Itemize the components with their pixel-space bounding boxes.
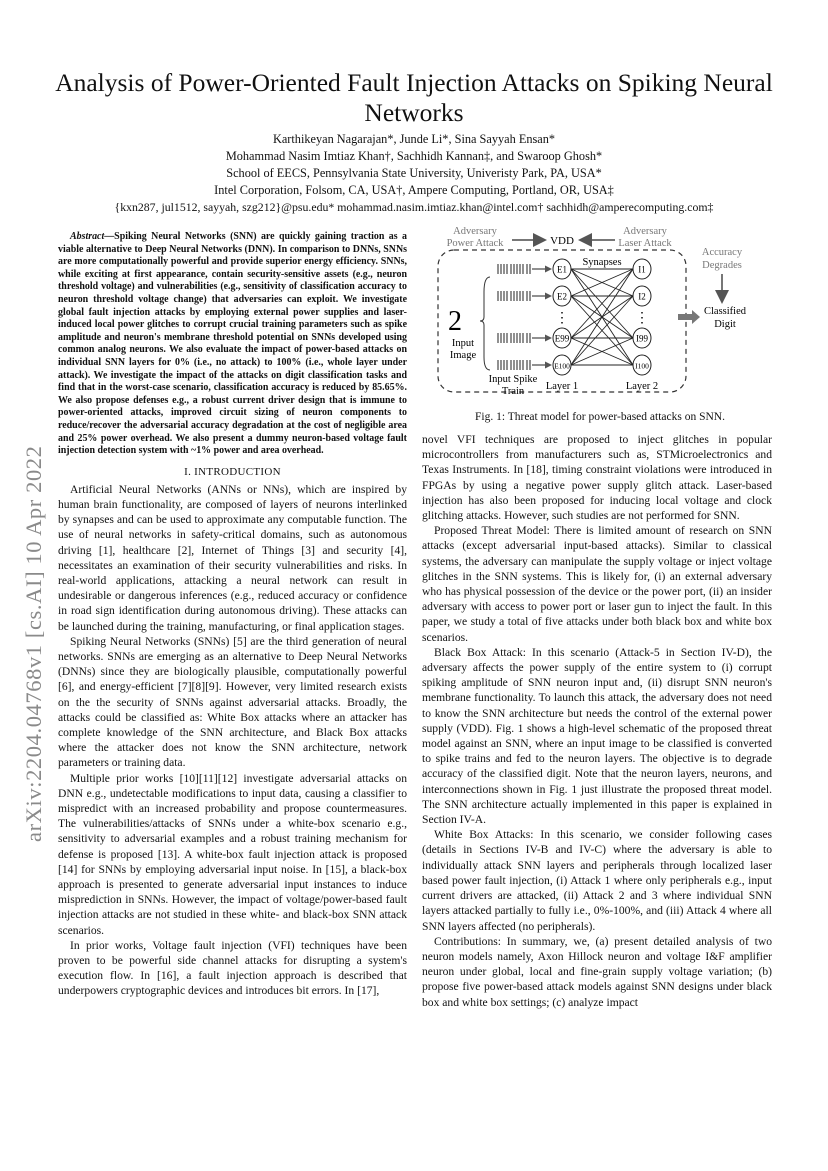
intro-paragraph-4: In prior works, Voltage fault injection (VFI) techniques have been proven to be powerful side channel attacks for disrupting a system's execution flow. In [16], a fault injection approach is described that underpowers cryptographic devices and introduces bit errors. In [17], — [58, 938, 407, 998]
accuracy-label-1: Accuracy — [701, 247, 743, 258]
spike-train — [498, 291, 551, 301]
affiliation-1: School of EECS, Pennsylvania State University, Univeristy Park, PA, USA* — [226, 166, 602, 180]
spike-train — [498, 333, 551, 343]
right-paragraph-black-box: Black Box Attack: In this scenario (Attack-5 in Section IV-D), the adversary affects the power supply of the entire system to (i) corrupt spiking amplitude of SNN neuron input and, (ii) disrupt SNN neuron's membrane functionality. To launch this attack, the adversary does not need to know the SNN architecture but needs the control of the external power supply (VDD). Fig. 1 shows a high-level schematic of the proposed threat model against an SNN, where an input image to be classified is converted to spike trains and fed to the neuron layers. The objective is to degrade accuracy of the classified digit. Note that the neuron layers, neurons, and interconnections shown in Fig. 1 just illustrate the proposed threat model. The SNN architecture actually implemented in this paper is explained in Section IV-A. — [422, 645, 772, 827]
excitatory-neuron-4-label: E100 — [554, 361, 570, 371]
excitatory-neuron-1-label: E1 — [557, 264, 567, 275]
adv-power-label-2: Power Attack — [446, 238, 504, 249]
arxiv-stamp: arXiv:2204.04768v1 [cs.AI] 10 Apr 2022 — [21, 445, 46, 842]
left-column — [58, 231, 407, 999]
right-paragraph-1: novel VFI techniques are proposed to inject glitches in popular microcontrollers from manufacturers such as, STMicroelectronics and Texas Instruments. In [18], timing constraint violations were introduced in FPGAs by using a negative power supply glitch attack. Laser-based injection has also been proposed for inducing local voltage and clock glitching attacks. However, such studies are not performed for SNN. — [422, 433, 772, 523]
inhibitory-neuron-4-label: I100 — [635, 361, 649, 371]
section-heading-introduction: I. INTRODUCTION — [184, 465, 281, 478]
figure-caption: Fig. 1: Threat model for power-based attacks on SNN. — [475, 411, 725, 423]
input-digit: 2 — [448, 306, 462, 337]
adv-laser-label-2: Laser Attack — [618, 238, 672, 249]
input-label-1: Input — [451, 338, 475, 349]
paper-title: Analysis of Power-Oriented Fault Injection Attacks on Spiking Neural Networks — [55, 68, 773, 127]
classified-label-2: Digit — [714, 319, 736, 330]
adv-power-label-1: Adversary — [453, 226, 497, 237]
inhibitory-neuron-1-label: I1 — [638, 264, 646, 275]
input-label-2: Image — [449, 350, 477, 361]
right-column — [422, 432, 772, 1010]
excitatory-neuron-3-label: E99 — [554, 333, 570, 344]
right-paragraph-threat-model: Proposed Threat Model: There is limited amount of research on SNN attacks (except adversarial input-based attacks). Similar to classical systems, the adversary can manipulate the supply voltage or inject voltage glitches in the SNN systems. This is likely for, (i) an external adversary who has physical possession of the device or the power port, (ii) an insider adversary with access to power port or laser gun to inject the fault. In this paper, we study a total of five attacks under both black box and white box scenarios. — [422, 524, 772, 644]
spike-train-label-2: Train — [501, 386, 525, 397]
spike-train — [498, 360, 551, 370]
intro-paragraph-1: Artificial Neural Networks (ANNs or NNs), which are inspired by human brain functionality, are composed of layers of neurons interlinked by synapses and can be used to approximate any computable function. The use of neural networks in safety-critical domains, such as autonomous driving [1], healthcare [2], Internet of Things [3] and security [4], necessitates an examination of their security vulnerabilities and risks. In real-world applications, attacking a neural network can result in undesirable or dangerous inferences (e.g., reduced accuracy or confidence in road sign identification during autonomous driving). These attacks can be launched during the training, manufacturing, or final application stages. — [58, 482, 407, 633]
spike-trains — [498, 264, 551, 370]
excitatory-neuron-2-label: E2 — [557, 291, 567, 302]
adv-laser-label-1: Adversary — [623, 226, 667, 237]
affiliation-2: Intel Corporation, Folsom, CA, USA†, Ampere Computing, Portland, OR, USA‡ — [214, 183, 614, 197]
inhibitory-neuron-2-label: I2 — [638, 291, 646, 302]
vdd-label: VDD — [550, 235, 574, 247]
right-paragraph-white-box: White Box Attacks: In this scenario, we consider following cases (details in Sections IV-B and IV-C) where the adversary is able to individually attack SNN layers and peripherals through localized laser based power fault injection, (i) Attack 1 where only peripherals e.g., input current drivers are attacked, (ii) Attack 2 and 3 where individual SNN layers attacked partially to fully i.e., 0%-100%, and (iii) Attack 4 where all SNN layers affected (no peripherals). — [422, 828, 772, 933]
synapses-label: Synapses — [582, 257, 622, 268]
synapse-lines — [571, 269, 633, 365]
intro-paragraph-2: Spiking Neural Networks (SNNs) [5] are the third generation of neural networks. SNNs are emerging as an alternative to Deep Neural Networks (DNNs) since they are biologically plausible, computationally powerful [6], and energy-efficient [7][8][9]. However, very limited research exists on the the security of SNNs against adversarial attacks. Broadly, the attacks could be classified as: White Box attacks where an attacker has complete knowledge of the SNN architecture, and Black Box attacks where the attacker does not know the SNN architecture, network parameters or training data. — [58, 634, 407, 770]
figure-1 — [420, 222, 780, 422]
intro-paragraph-3: Multiple prior works [10][11][12] investigate adversarial attacks on DNN e.g., undetectable modifications to input data, causing a classifier to mispredict with an increased probability and propose countermeasures. The vulnerabilities/attacks of SNNs under a white-box scenario e.g., sensitivity to adversarial examples and a robust training mechanism for defense is proposed [13]. A white-box fault injection attack is proposed [14] for SNNs by employing adversarial input noise. In [15], a black-box approach is presented to generate adversarial input instances to induce misprediction in SNNs. However, the impact of voltage/power-based fault injection attacks are not studied in these white- and black-box SNN attack scenarios. — [58, 771, 407, 937]
abstract-label: Abstract — [70, 231, 105, 242]
abstract — [58, 231, 407, 458]
threat-model-diagram — [420, 222, 780, 404]
classified-label-1: Classified — [704, 306, 746, 317]
right-paragraph-contributions: Contributions: In summary, we, (a) present detailed analysis of two neuron models namely, Axon Hillock neuron and voltage I&F amplifier neuron under global, local and fine-grain supply voltage variation; (b) propose five power-based attack models against SNN designs under black box and white box settings; (c) analyze impact — [422, 934, 772, 1009]
spike-train — [498, 264, 551, 274]
inhibitory-neuron-3-label: I99 — [636, 333, 648, 344]
layer1-dots: ⋮ — [555, 311, 569, 326]
output-arrow — [678, 310, 700, 324]
layer2-dots: ⋮ — [635, 311, 649, 326]
accuracy-label-2: Degrades — [702, 260, 742, 271]
abstract-text: —Spiking Neural Networks (SNN) are quickly gaining traction as a viable alternative to Deep Neural Networks (DNN). In comparison to DNNs, SNNs are more computationally powerful and provide superior energy efficiency. SNNs, while exciting at first appearance, contain security-sensitive assets (e.g., neuron threshold voltage) and vulnerabilities (e.g., sensitivity of classification accuracy to neuron threshold voltage change) that adversaries can exploit. We investigate global fault injection attacks by employing external power supplies and laser-induced local power glitches to corrupt crucial training parameters such as spike amplitude and neuron's membrane threshold potential on SNNs developed using common analog neurons. We also evaluate the impact of power-based attacks on individual SNN layers for 0% (i.e., no attack) to 100% (i.e., whole layer under attack). We investigate the impact of the attacks on digit classification tasks and find that in the worst-case scenario, classification accuracy is reduced by 85.65%. We also propose defenses e.g., a robust current driver design that is immune to power-oriented attacks, improved circuit sizing of neuron components to reduce/recover the adversarial accuracy degradation at the cost of negligible area and 25% power overhead. We also present a dummy neuron-based voltage fault injection detection system with ~1% power and area overhead. — [58, 231, 407, 457]
input-brace — [480, 277, 490, 370]
authors-line-1: Karthikeyan Nagarajan*, Junde Li*, Sina Sayyah Ensan* — [272, 132, 556, 146]
authors-line-2: Mohammad Nasim Imtiaz Khan†, Sachhidh Kannan‡, and Swaroop Ghosh* — [225, 149, 603, 163]
layer2-label: Layer 2 — [625, 381, 659, 392]
spike-train-label-1: Input Spike — [488, 374, 538, 385]
layer1-label: Layer 1 — [545, 381, 579, 392]
author-emails: {kxn287, jul1512, sayyah, szg212}@psu.edu* mohammad.nasim.imtiaz.khan@intel.com† sachhidh@amperecomputing.com‡ — [114, 200, 714, 214]
